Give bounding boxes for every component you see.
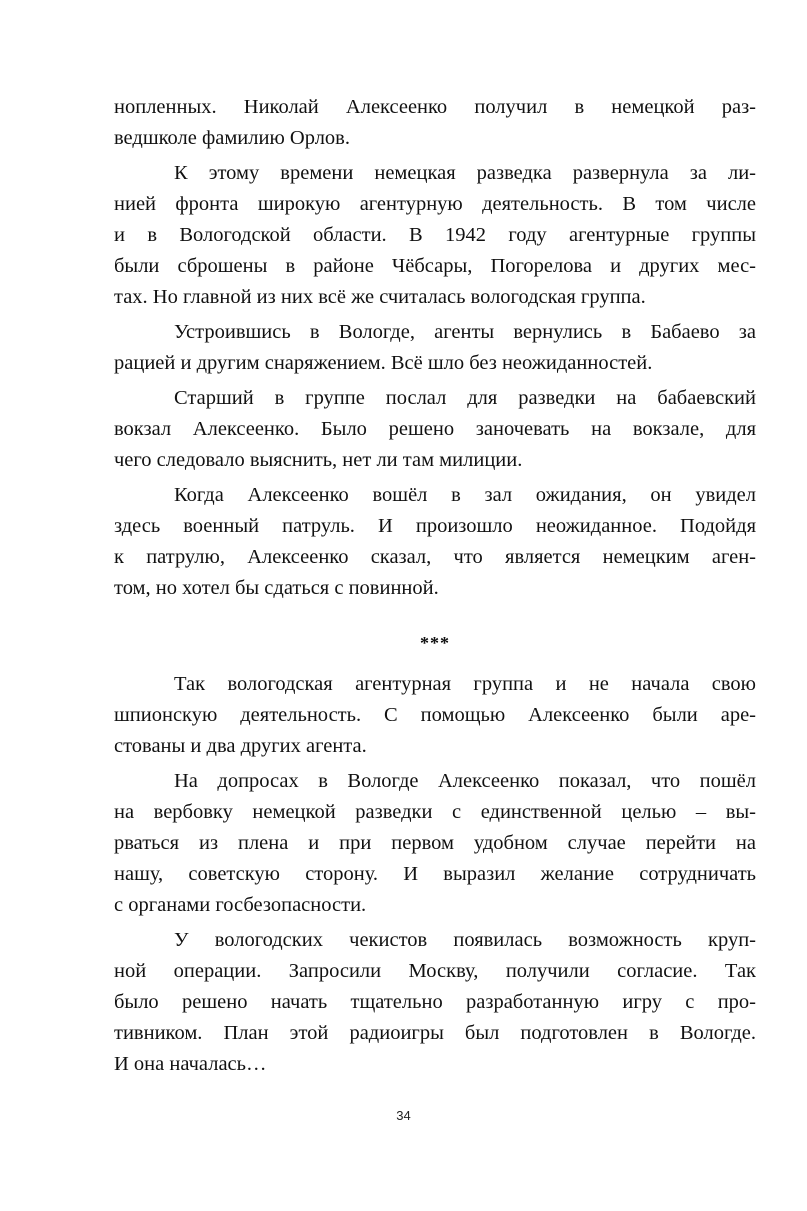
text-line: нопленных. Николай Алексеенко получил в немецкой раз- [114, 96, 756, 118]
paragraph [114, 766, 756, 921]
text-line: были сброшены в районе Чёбсары, Погорелова и других мес- [114, 255, 756, 277]
text-line: было решено начать тщательно разработанную игру с про- [114, 991, 756, 1013]
text-line: тах. Но главной из них всё же считалась вологодская группа. [114, 286, 646, 308]
text-line: ной операции. Запросили Москву, получили согласие. Так [114, 960, 756, 982]
text-line: к патрулю, Алексеенко сказал, что является немецким аген- [114, 546, 756, 568]
text-line: ведшколе фамилию Орлов. [114, 127, 350, 149]
text-line: вокзал Алексеенко. Было решено заночевать на вокзале, для [114, 418, 756, 440]
text-line: рваться из плена и при первом удобном случае перейти на [114, 832, 756, 854]
paragraph [114, 317, 756, 379]
text-line: Устроившись в Вологде, агенты вернулись в Бабаево за [174, 321, 756, 343]
text-line: тивником. План этой радиоигры был подготовлен в Вологде. [114, 1022, 756, 1044]
paragraph [114, 669, 756, 762]
text-line: и в Вологодской области. В 1942 году агентурные группы [114, 224, 756, 246]
text-section-after [114, 669, 756, 1080]
text-line: На допросах в Вологде Алексеенко показал, что пошёл [174, 770, 756, 792]
text-line: чего следовало выяснить, нет ли там милиции. [114, 449, 523, 471]
page-number: 34 [396, 1108, 411, 1123]
text-line: том, но хотел бы сдаться с повинной. [114, 577, 439, 599]
section-separator: *** [420, 633, 450, 653]
paragraph [114, 158, 756, 313]
paragraph [114, 925, 756, 1080]
text-line: стованы и два других агента. [114, 735, 367, 757]
page-body [114, 92, 756, 1084]
paragraph [114, 480, 756, 604]
text-line: Старший в группе послал для разведки на бабаевский [174, 387, 756, 409]
paragraph [114, 92, 756, 154]
text-line: с органами госбезопасности. [114, 894, 367, 916]
text-line: К этому времени немецкая разведка развернула за ли- [174, 162, 756, 184]
text-line: рацией и другим снаряжением. Всё шло без неожиданностей. [114, 352, 653, 374]
text-line: У вологодских чекистов появилась возможность круп- [174, 929, 756, 951]
text-line: шпионскую деятельность. С помощью Алексеенко были аре- [114, 704, 756, 726]
paragraph [114, 383, 756, 476]
text-line: И она началась… [114, 1053, 267, 1075]
text-line: нией фронта широкую агентурную деятельность. В том числе [114, 193, 756, 215]
text-line: здесь военный патруль. И произошло неожиданное. Подойдя [114, 515, 756, 537]
text-line: на вербовку немецкой разведки с единственной целью – вы- [114, 801, 756, 823]
text-line: Когда Алексеенко вошёл в зал ожидания, он увидел [174, 484, 756, 506]
text-line: нашу, советскую сторону. И выразил желание сотрудничать [114, 863, 756, 885]
text-line: Так вологодская агентурная группа и не начала свою [174, 673, 756, 695]
text-section-before [114, 92, 756, 604]
